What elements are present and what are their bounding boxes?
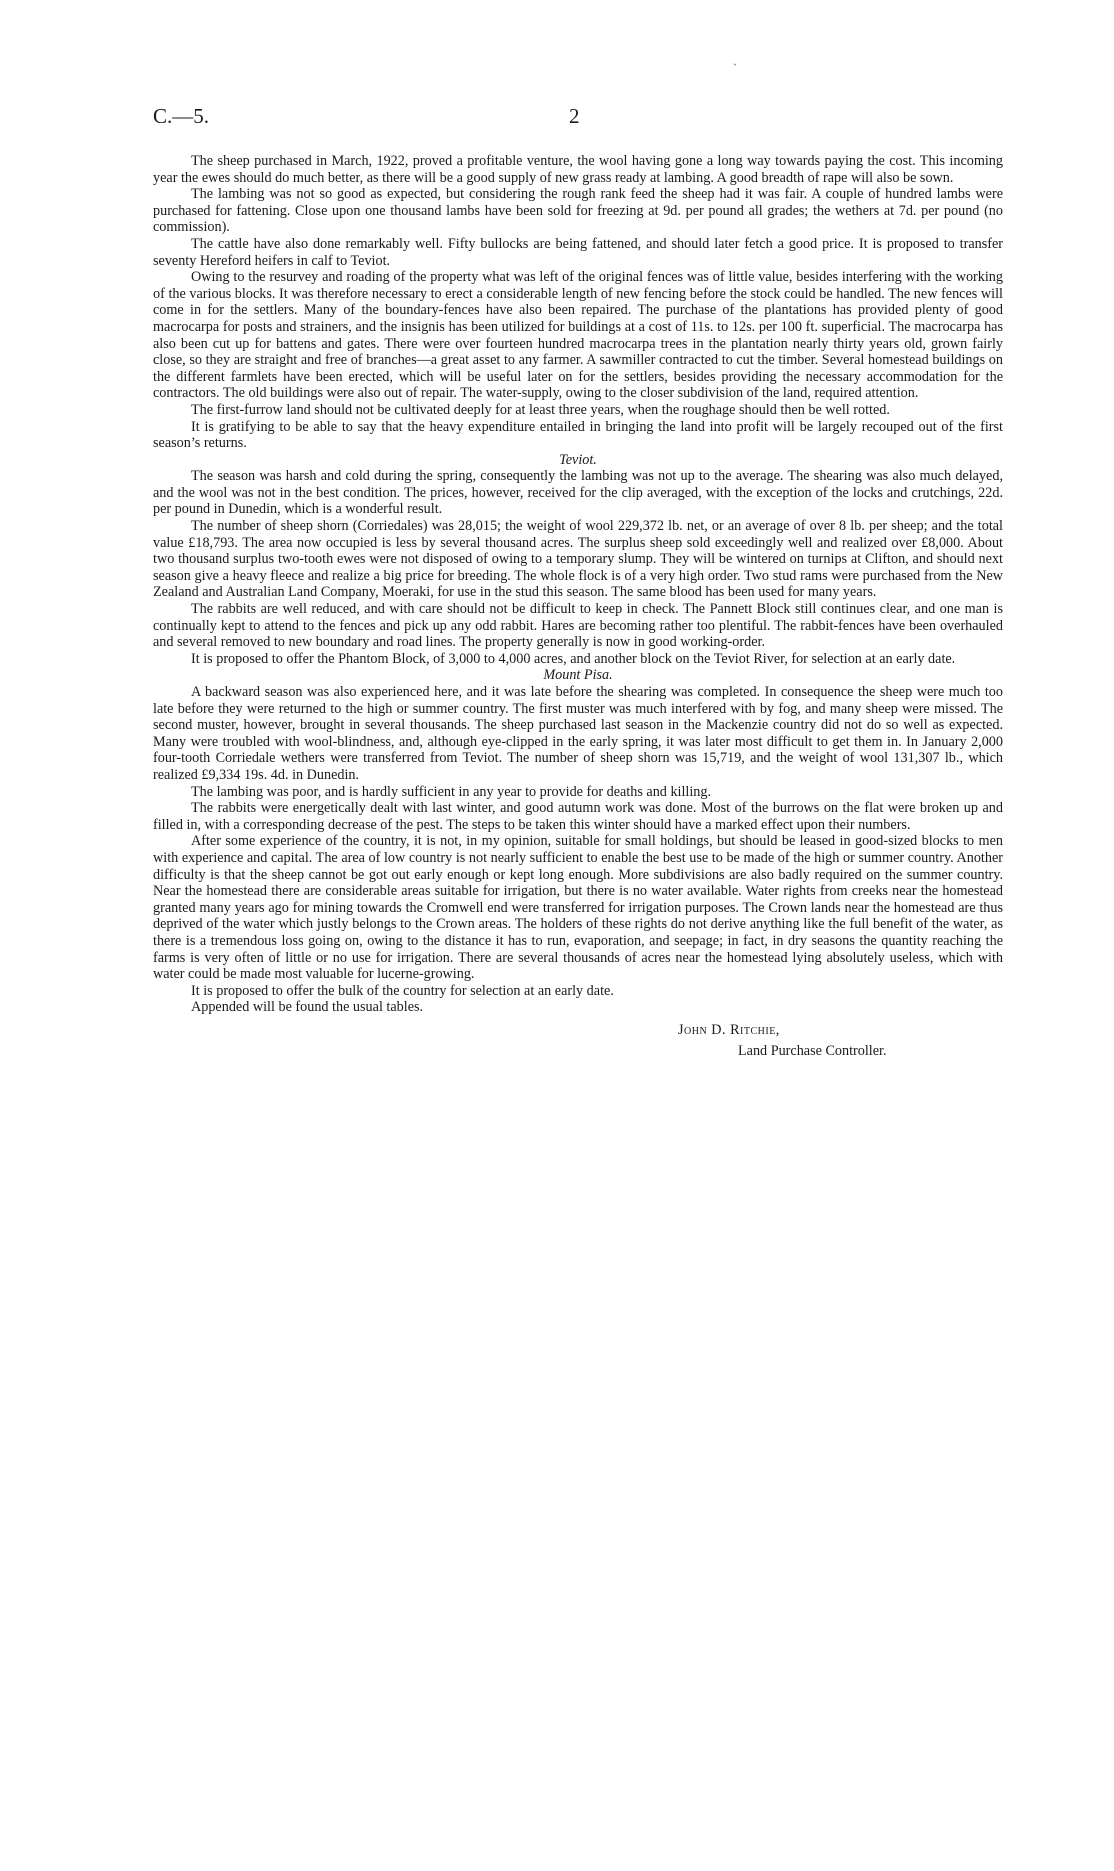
paragraph: The rabbits are well reduced, and with care should not be difficult to keep in check. The Pannett Block still continues clear, and one man is continually kept to attend to the fences and pick up any odd rabbit. Hares are becoming rather too plentiful. The rabbit-fences have been overhauled and several removed to new boundary and road lines. The property generally is now in good working-order. bbox=[153, 601, 1003, 651]
paragraph: The cattle have also done remarkably well. Fifty bullocks are being fattened, and should later fetch a good price. It is proposed to transfer seventy Hereford heifers in calf to Teviot. bbox=[153, 235, 1003, 269]
document-code: C.—5. bbox=[153, 104, 210, 128]
signatory-name: John D. Ritchie, bbox=[678, 1021, 780, 1038]
paragraph: Appended will be found the usual tables. bbox=[191, 999, 424, 1016]
section-heading-teviot: Teviot. bbox=[559, 451, 597, 468]
section-heading-mount-pisa: Mount Pisa. bbox=[543, 667, 613, 684]
paragraph: The rabbits were energetically dealt with last winter, and good autumn work was done. Most of the burrows on the flat were broken up and filled in, with a corresponding decrease of the pest. The steps to be taken this winter should have a marked effect upon their numbers. bbox=[153, 800, 1003, 833]
report-body bbox=[153, 153, 1003, 1062]
paragraph: The lambing was poor, and is hardly sufficient in any year to provide for deaths and killing. bbox=[191, 783, 712, 800]
mount-pisa-section bbox=[153, 667, 1003, 1015]
paragraph: The sheep purchased in March, 1922, proved a profitable venture, the wool having gone a long way towards paying the cost. This incoming year the ewes should do much better, as there will be a good supply of new grass ready at lambing. A good breadth of rape will also be sown. bbox=[153, 153, 1003, 186]
page-number: 2 bbox=[569, 104, 580, 128]
paragraph: The first-furrow land should not be cultivated deeply for at least three years, when the roughage should then be well rotted. bbox=[191, 401, 890, 418]
paragraph: After some experience of the country, it is not, in my opinion, suitable for small holdings, but should be leased in good-sized blocks to men with experience and capital. The area of low country is not nearly sufficient to enable the best use to be made of the high or summer country. Another difficulty is that the sheep cannot be got out early enough or kept long enough. More subdivisions are also badly required on the summer country. Near the homestead there are considerable areas suitable for irrigation, but there is no water available. Water rights from creeks near the homestead granted many years ago for mining towards the Cromwell end were transferred for irrigation purposes. The Crown lands near the homestead are thus deprived of the water which justly belongs to the Crown areas. The holders of these rights do not derive anything like the full benefit of the water, as there is a tremendous loss going on, owing to the distance it has to run, evaporation, and seepage; in fact, in dry seasons the quantity reaching the farms is very often of little or no use for irrigation. There are several thousands of acres near the homestead lying absolutely useless, which with water could be made most valuable for lucerne-growing. bbox=[153, 833, 1003, 983]
paragraph: A backward season was also experienced here, and it was late before the shearing was completed. In consequence the sheep were much too late before they were returned to the high or summer country. The first muster was much interfered with by fog, and many sheep were missed. The second muster, however, brought in several thousands. The sheep purchased last season in the Mackenzie country did not do so well as expected. Many were troubled with wool-blindness, and, although eye-clipped in the early spring, it was later most difficult to get them in. In January 2,000 four-tooth Corriedale wethers were transferred from Teviot. The number of sheep shorn was 15,719, and the weight of wool 131,307 lb., which realized £9,334 19s. 4d. in Dunedin. bbox=[153, 684, 1003, 783]
page-header bbox=[153, 104, 983, 134]
paragraph: It is gratifying to be able to say that the heavy expenditure entailed in bringing the land into profit will be largely recouped out of the first season’s returns. bbox=[153, 418, 1003, 452]
paragraph: The season was harsh and cold during the spring, consequently the lambing was not up to the average. The shearing was also much delayed, and the wool was not in the best condition. The prices, however, received for the clip averaged, with the exception of the locks and crutchings, 22d. per pound in Dunedin, which is a wonderful result. bbox=[153, 468, 1003, 518]
stray-mark: ˏ bbox=[733, 52, 737, 66]
intro-section bbox=[153, 153, 1003, 452]
teviot-section bbox=[153, 452, 1003, 668]
signature-block bbox=[678, 1020, 1003, 1062]
paragraph: The lambing was not so good as expected, but considering the rough rank feed the sheep had it was fair. A couple of hundred lambs were purchased for fattening. Close upon one thousand lambs have been sold for freezing at 9d. per pound all grades; the wethers at 7d. per pound (no commission). bbox=[153, 186, 1003, 236]
paragraph: The number of sheep shorn (Corriedales) was 28,015; the weight of wool 229,372 lb. net, or an average of over 8 lb. per sheep; and the total value £18,793. The area now occupied is less by several thousand acres. The surplus sheep sold exceedingly well and realized over £8,000. About two thousand surplus two-tooth ewes were not disposed of owing to a temporary slump. They will be wintered on turnips at Clifton, and should next season give a heavy fleece and realize a big price for breeding. The whole flock is of a very high order. Two stud rams were purchased from the New Zealand and Australian Land Company, Moeraki, for use in the stud this season. The same blood has been used for many years. bbox=[153, 518, 1003, 601]
paragraph: It is proposed to offer the bulk of the country for selection at an early date. bbox=[191, 982, 614, 999]
paragraph: It is proposed to offer the Phantom Block, of 3,000 to 4,000 acres, and another block on the Teviot River, for selection at an early date. bbox=[191, 650, 956, 667]
paragraph: Owing to the resurvey and roading of the property what was left of the original fences was of little value, besides interfering with the working of the various blocks. It was therefore necessary to erect a considerable length of new fencing before the stock could be handled. The new fences will come in for the settlers. Many of the boundary-fences have also been repaired. The purchase of the plantations has provided plenty of good macrocarpa for posts and strainers, and the insignis has been utilized for buildings at a cost of 11s. to 12s. per 100 ft. superficial. The macrocarpa has also been cut up for battens and gates. There were over fourteen hundred macrocarpa trees in the plantation nearly thirty years old, grown fairly close, so they are straight and free of branches—a great asset to any farmer. A sawmiller contracted to cut the timber. Several homestead buildings on the different farmlets have been erected, which will be useful later on for the settlers, besides providing the necessary accommodation for the contractors. The old buildings were also out of repair. The water-supply, owing to the closer subdivision of the land, required attention. bbox=[153, 269, 1003, 402]
signatory-title: Land Purchase Controller. bbox=[738, 1042, 887, 1059]
